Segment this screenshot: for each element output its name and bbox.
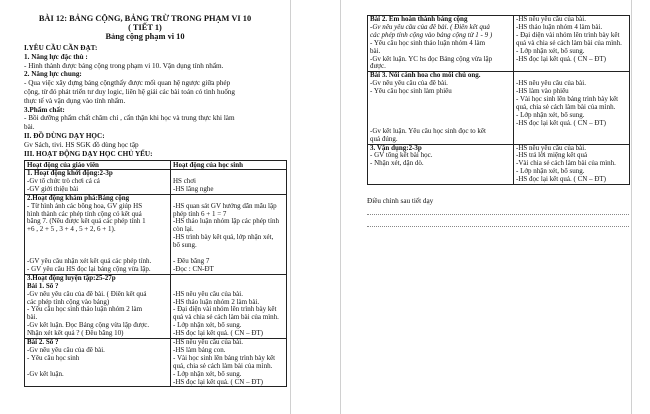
cell-line [27, 234, 168, 242]
teacher-cell [368, 144, 514, 185]
cell-line: -HS đọc lại kết quả. ( CN – ĐT) [516, 55, 607, 63]
cell-line: -HS trả lời miệng kết quả [516, 152, 588, 160]
table-row [368, 72, 630, 144]
cell-line: -Gv tổ chức trò chơi cá cá [27, 177, 100, 185]
note-line-1 [367, 214, 629, 215]
lesson-title: BÀI 12: BẢNG CỘNG, BẢNG TRỪ TRONG PHẠM VI 10 [38, 14, 252, 23]
cell-line: -Gv kết luận. Yêu cầu học sinh đọc to kết [370, 127, 486, 135]
body-line: I.YÊU CẦU CẦN ĐẠT: [24, 44, 98, 52]
cell-line: -Vài chia sẻ cách làm bài của mình. [516, 160, 616, 168]
student-cell [171, 339, 287, 387]
cell-line: - GV yêu cầu HS đọc lại bảng cộng vừa lập. [27, 265, 151, 273]
cell-line: - Nhận xét, dặn dò. [370, 160, 424, 168]
cell-line: 2.Hoạt động khám phá:Bảng cộng [27, 194, 130, 202]
cell-line: - Lớp nhận xét, bổ sung. [173, 370, 242, 378]
table-row [25, 339, 287, 387]
cell-line: -HS trình bày kết quả, lớp nhận xét, [173, 234, 274, 242]
cell-line: -HS đọc lại kết quả. ( CN – ĐT) [173, 330, 264, 338]
cell-line: được. [370, 63, 386, 71]
cell-line: -HS làm vào phiếu [516, 88, 569, 96]
cell-line [173, 170, 284, 178]
body-line: - Qua việc xây dựng bảng cộngthấy được mối quan hệ ngược giữa phép [24, 79, 231, 88]
cell-line: - Yêu cầu học sinh thảo luận nhóm 2 làm [27, 306, 143, 314]
cell-line: -HS đọc lại kết quả. ( CN – ĐT) [516, 176, 607, 184]
cell-line [27, 250, 168, 258]
cell-line [370, 104, 511, 112]
cell-line: -Gv nêu yêu cầu của đề bài. ( Điền kết quả [370, 23, 490, 31]
cell-line: quả và chia sẻ cách làm bài của mình. [516, 39, 622, 47]
cell-line: các phép tính cộng vào bảng cộng từ 1 - 9 ) [370, 31, 493, 39]
cell-line [173, 275, 284, 283]
cell-line: -HS nêu yêu cầu của bài. [516, 80, 586, 88]
table-row [368, 16, 630, 72]
lesson-subtitle: Bảng cộng phạm vi 10 [105, 32, 185, 41]
cell-line: - Lớp nhận xét, bổ sung. [516, 47, 585, 55]
cell-line: 1. Hoạt động khởi động:2-3p [27, 170, 113, 177]
cell-line [516, 136, 627, 144]
cell-line: các phép tính cộng vào bảng) [27, 298, 110, 306]
activity-table [24, 160, 287, 387]
cell-line: -HS lắng nghe [173, 185, 214, 193]
body-line: - Bồi dưỡng phẩm chất chăm chỉ , cẩn thận khi học và trung thực khi làm [24, 114, 235, 123]
cell-line [370, 96, 511, 104]
cell-line: bài. [27, 314, 38, 322]
cell-line [27, 363, 168, 371]
cell-line: -Gv nêu yêu cầu của đề bài. ( Điền kết quả [27, 290, 147, 298]
cell-line: quả và chia sẻ cách làm bài của mình. [173, 314, 279, 322]
cell-line [370, 120, 511, 128]
cell-line: - Đại diện vài nhóm lên trình bày kết [516, 31, 620, 39]
cell-line: bằng 7. (Nêu được kết quả các phép tính 1 [27, 218, 146, 226]
cell-line: -HS đọc lại kết quả. ( CN – ĐT) [516, 119, 607, 127]
cell-line: -HS quan sát GV hướng dẫn mẫu lập [173, 202, 277, 210]
cell-line: - Đại diện vài nhóm lên trình bày kết [173, 306, 277, 314]
cell-line: - Lớp nhận xét, bổ sung. [516, 168, 585, 176]
cell-line: -HS đọc lại kết quả. ( CN – ĐT) [173, 378, 264, 386]
body-line: bài. [24, 123, 35, 132]
cell-line: -GV yêu cầu nhận xét kết quả các phép tính. [27, 257, 152, 265]
student-cell [171, 170, 287, 195]
cell-line: -GV giới thiệu bài [27, 185, 79, 193]
cell-line: phép tính 6 + 1 = 7 [173, 210, 227, 218]
cell-line: bổ sung. [173, 242, 197, 250]
cell-line [370, 112, 511, 120]
teacher-cell [25, 339, 171, 387]
cell-line: Bài 3. Nối cánh hoa cho mỗi chú ong. [370, 72, 481, 80]
cell-line: HS chơi [173, 177, 196, 185]
cell-line: -HS thảo luận nhóm 4 làm bài. [516, 23, 603, 31]
header-student: Hoạt động của học sinh [171, 161, 287, 170]
header-teacher: Hoạt động của giáo viên [25, 161, 171, 170]
cell-line: -Gv kết luận. YC hs đọc Bảng cộng vừa lập [370, 55, 493, 63]
cell-line: -Gv kết luận. Đọc Bảng cộng vừa lập được. [27, 322, 150, 330]
note-line-2 [367, 226, 629, 227]
page-gap [291, 0, 339, 414]
cell-line [173, 250, 284, 258]
cell-line: hình thành các phép tính cộng có kết quả [27, 210, 142, 218]
cell-line: Nhận xét kết quả ? ( Đều bằng 10) [27, 330, 124, 338]
table-row [368, 144, 630, 185]
cell-line: -Gv kết luận. [27, 370, 64, 378]
cell-line: +6 , 2 + 5 , 3 + 4 , 5 + 2, 6 + 1). [27, 226, 116, 234]
cell-line: -HS nêu yêu cầu của bài. [173, 339, 243, 347]
cell-line: còn lại. [173, 226, 194, 234]
body-line: III. HOẠT ĐỘNG DẠY HỌC CHỦ YẾU: [24, 149, 153, 158]
cell-line: - Yêu cầu học sinh thảo luận nhóm 4 làm [370, 39, 486, 47]
table-row [25, 170, 287, 195]
teacher-cell [25, 194, 171, 274]
cell-line: bài. [370, 47, 381, 55]
cell-line: - GV tổng kết bài học. [370, 152, 433, 160]
cell-line: - Yêu cầu học sinh làm phiếu [370, 88, 452, 96]
document-page-right [340, 0, 632, 414]
cell-line: quả, chia sẻ cách làm bài của mình. [173, 362, 273, 370]
cell-line: 3.Hoạt động luyện tập:25-27p [27, 274, 116, 282]
cell-line: -Đọc : CN-ĐT [173, 265, 214, 273]
student-cell [514, 144, 630, 185]
student-cell [514, 72, 630, 144]
table-row [25, 274, 287, 338]
cell-line: - Lớp nhận xét, bổ sung. [516, 111, 585, 119]
cell-line [516, 72, 627, 80]
student-cell [171, 194, 287, 274]
cell-line: - Vài học sinh lên bảng trình bày kết [516, 96, 619, 104]
body-line: cộng, từ đó phát triển tư duy logic, liên hệ giải các bài toán có tình huống [24, 88, 235, 96]
body-line: thực tế và vận dụng vào tính nhẩm. [24, 96, 126, 105]
table-header-row [25, 161, 287, 170]
student-cell [171, 274, 287, 338]
cell-line: -HS thảo luận nhóm 2 làm bài. [173, 298, 260, 306]
teacher-cell [25, 170, 171, 195]
cell-line: - Từ hình ảnh các bông hoa, GV giúp HS [27, 202, 143, 210]
cell-line [27, 242, 168, 250]
cell-line: - Lớp nhận xét, bổ sung. [173, 322, 242, 330]
cell-line: -HS thảo luận nhóm lập các phép tính [173, 218, 279, 226]
body-line: - Hình thành được bảng cộng trong phạm vi 10. Vận dụng tính nhẩm. [24, 61, 224, 70]
cell-line: 3. Vận dụng:2-3p [370, 144, 422, 152]
cell-line [516, 128, 627, 136]
body-line: II. ĐỒ DÙNG DẠY HỌC: [24, 132, 105, 140]
teacher-cell [368, 16, 514, 72]
cell-line: Bài 2. Em hoàn thành bảng cộng [370, 16, 468, 23]
cell-line: Bài 1. Số ? [27, 282, 59, 290]
cell-line [173, 283, 284, 291]
cell-line: - Vài học sinh lên bảng trình bày kết [173, 354, 276, 362]
student-cell [514, 16, 630, 72]
body-line: 2. Năng lực chung: [24, 70, 82, 79]
cell-line: -Gv nêu yêu cầu của đề bài. [27, 346, 105, 354]
document-page-left [0, 0, 291, 414]
body-line: 3.Phẩm chất: [24, 105, 65, 114]
activity-table-continued [367, 15, 630, 185]
lesson-period: ( TIẾT 1) [128, 23, 162, 32]
cell-line: -Gv nêu yêu cầu của đề bài. [370, 80, 448, 88]
body-line: Gv Sách, tivi. HS SGK đồ dùng học tập [24, 140, 139, 149]
cell-line: -HS nêu yêu cầu của bài. [516, 144, 586, 152]
cell-line: - Đều bằng 7 [173, 257, 210, 265]
cell-line: -HS nêu yêu cầu của bài. [516, 16, 586, 23]
cell-line: -HS nêu yêu cầu của bài. [173, 290, 243, 298]
adjustment-note: Điều chỉnh sau tiết dạy [367, 197, 434, 205]
cell-line: - Yêu cầu học sinh [27, 354, 80, 362]
teacher-cell [25, 274, 171, 338]
cell-line: Bài 2. Số ? [27, 339, 59, 347]
table-row [25, 194, 287, 274]
body-line: 1. Năng lực đặc thù : [24, 52, 88, 61]
cell-line [173, 195, 284, 203]
cell-line: -HS làm bảng con. [173, 346, 226, 354]
cell-line: quả, chia sẻ cách làm bài của mình. [516, 103, 616, 111]
cell-line: quả đúng. [370, 135, 398, 143]
teacher-cell [368, 72, 514, 144]
